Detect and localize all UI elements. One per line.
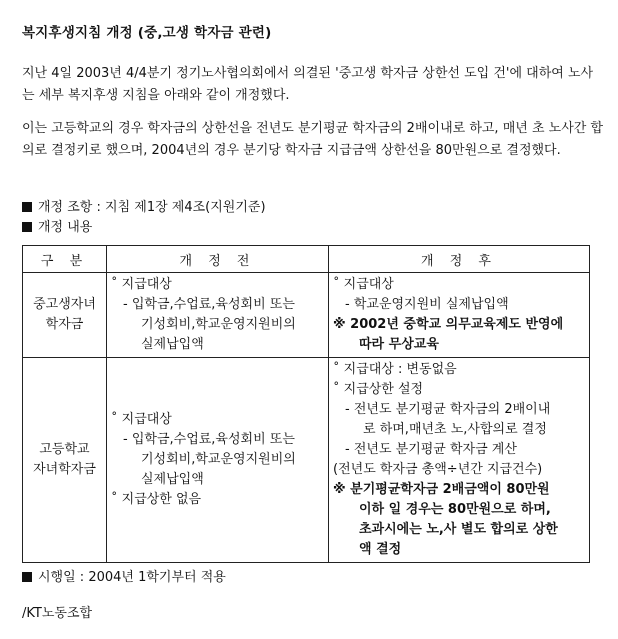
after-cell [329, 358, 590, 563]
after-text-line: - 전년도 분기평균 학자금의 2배이내 [345, 402, 551, 417]
revision-table [22, 245, 590, 563]
category-label: 학자금 [45, 317, 84, 332]
intro-paragraph: 지난 4일 2003년 4/4분기 정기노사협의회에서 의결된 '중고생 학자금 상한선 도입 건'에 대하여 노사는 세부 복지후생 지침을 아래와 같이 개정했다. [22, 66, 594, 103]
effective-date-line [22, 568, 226, 588]
after-text-line: - 학교운영지원비 실제납입액 [345, 297, 509, 312]
category-cell [23, 273, 107, 358]
before-text-line: - 입학금,수업료,육성회비 또는 [123, 297, 295, 312]
category-label: 중고생자녀 [33, 297, 96, 312]
after-text-line: ˚ 지급대상 : 변동없음 [333, 362, 457, 377]
after-text-line: 이하 일 경우는 80만원으로 하며, [359, 502, 551, 517]
header-before: 개 정 전 [107, 246, 329, 273]
effective-date-text: 시행일 : 2004년 1학기부터 적용 [38, 570, 226, 585]
category-label: 고등학교 [39, 442, 90, 457]
after-text-line: (전년도 학자금 총액÷년간 지급건수) [333, 462, 543, 477]
category-cell [23, 358, 107, 563]
before-cell [107, 273, 329, 358]
after-text-line: 따라 무상교육 [359, 337, 439, 352]
header-after: 개 정 후 [329, 246, 590, 273]
footer-source: /KT노동조합 [22, 606, 93, 621]
after-text-line: ※ 분기평균학자금 2배금액이 80만원 [333, 482, 550, 497]
after-text-line: ˚ 지급대상 [333, 277, 394, 292]
before-cell [107, 358, 329, 563]
category-label: 자녀학자금 [33, 462, 96, 477]
before-text-line: 실제납입액 [141, 337, 204, 352]
table-row [23, 273, 590, 358]
before-text-line: 기성회비,학교운영지원비의 [141, 317, 296, 332]
revision-content-line [22, 218, 92, 238]
after-text-line: ˚ 지급상한 설정 [333, 382, 424, 397]
detail-paragraph: 이는 고등학교의 경우 학자금의 상한선을 전년도 분기평균 학자금의 2배이내로 하고, 매년 초 노사간 합의로 결정키로 했으며, 2004년의 경우 분기당 학자금 지급금액 상한선을 80만원으로 결정했다. [22, 121, 604, 158]
after-text-line: - 전년도 분기평균 학자금 계산 [345, 442, 517, 457]
revision-clause-line [22, 198, 266, 218]
table-header-row [23, 246, 590, 273]
before-text-line: ˚ 지급대상 [111, 277, 172, 292]
header-category: 구 분 [23, 246, 107, 273]
after-text-line: 액 결정 [359, 542, 402, 557]
revision-clause-text: 개정 조항 : 지침 제1장 제4조(지원기준) [38, 200, 266, 215]
square-bullet-icon [22, 202, 32, 212]
document-title: 복지후생지침 개정 (중,고생 학자금 관련) [22, 25, 272, 41]
before-text-line: ˚ 지급상한 없음 [111, 492, 202, 507]
before-text-line: - 입학금,수업료,육성회비 또는 [123, 432, 295, 447]
square-bullet-icon [22, 572, 32, 582]
after-text-line: ※ 2002년 중학교 의무교육제도 반영에 [333, 317, 564, 332]
revision-content-text: 개정 내용 [38, 220, 93, 235]
table-row [23, 358, 590, 563]
after-text-line: 로 하며,매년초 노,사합의로 결정 [363, 422, 547, 437]
after-cell [329, 273, 590, 358]
before-text-line: 실제납입액 [141, 472, 204, 487]
before-text-line: ˚ 지급대상 [111, 412, 172, 427]
before-text-line: 기성회비,학교운영지원비의 [141, 452, 296, 467]
after-text-line: 초과시에는 노,사 별도 합의로 상한 [359, 522, 558, 537]
square-bullet-icon [22, 222, 32, 232]
